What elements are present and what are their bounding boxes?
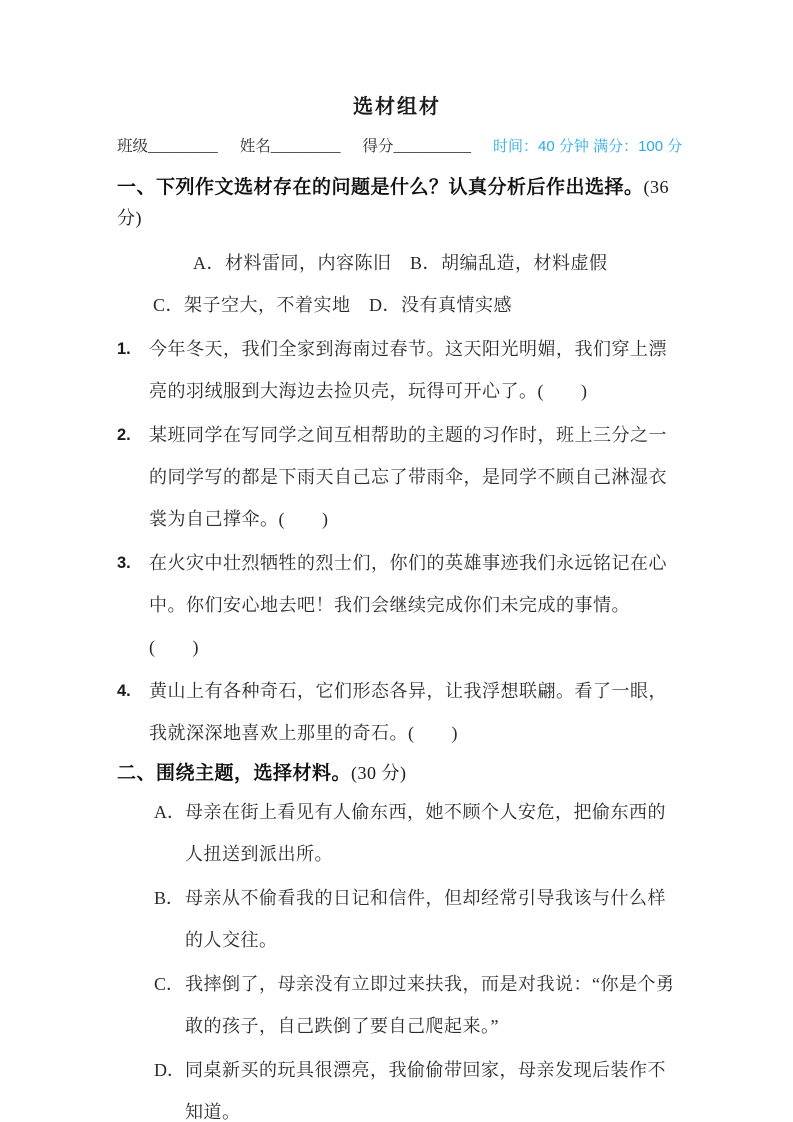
choice-options-row-1: A．材料雷同，内容陈旧 B．胡编乱造，材料虚假 (193, 253, 608, 273)
option-text: 母亲从不偷看我的日记和信件，但却经常引导我该与什么样的人交往。 (185, 888, 666, 950)
name-blank: _________ (270, 138, 341, 155)
material-option-a (154, 791, 677, 875)
option-text: 同桌新买的玩具很漂亮，我偷偷带回家，母亲发现后装作不知道。 (185, 1060, 666, 1122)
option-letter: B． (154, 888, 185, 908)
time-limit-info: 时间：40 分钟 满分：100 分 (493, 138, 683, 155)
name-label: 姓名 (239, 138, 271, 155)
section-two-heading (117, 758, 677, 789)
question-number: 1. (117, 340, 131, 358)
material-option-d (154, 1049, 677, 1122)
choice-options-row-2: C．架子空大，不着实地 D．没有真情实感 (153, 295, 513, 315)
class-label: 班级 (117, 138, 149, 155)
section-one-heading (117, 172, 677, 234)
question-item-2 (117, 414, 677, 540)
question-number: 4. (117, 682, 131, 700)
class-blank: _________ (148, 138, 218, 155)
section-one-heading-text: 一、下列作文选材存在的问题是什么？认真分析后作出选择。 (117, 177, 644, 198)
question-text: 某班同学在写同学之间互相帮助的主题的习作时，班上三分之一的同学写的都是下雨天自己忘了带雨伞，是同学不顾自己淋湿衣裳为自己撑伞。( ) (149, 425, 667, 529)
material-option-b (154, 877, 677, 961)
class-field (117, 136, 218, 158)
score-label: 得分 (362, 138, 394, 155)
score-field (363, 136, 472, 158)
question-number: 2. (117, 426, 131, 444)
student-info-row (117, 136, 683, 158)
score-blank: __________ (393, 138, 472, 155)
section-two-points: (30 分) (351, 763, 407, 783)
section-one-points: (36 分) (117, 177, 670, 228)
option-letter: D． (154, 1060, 185, 1080)
option-text: 母亲在街上看见有人偷东西，她不顾个人安危，把偷东西的人扭送到派出所。 (185, 802, 666, 864)
question-text: 今年冬天，我们全家到海南过春节。这天阳光明媚，我们穿上漂亮的羽绒服到大海边去捡贝壳，玩得可开心了。( ) (149, 339, 667, 401)
page-title: 选材组材 (353, 96, 441, 118)
question-text: 黄山上有各种奇石，它们形态各异，让我浮想联翩。看了一眼，我就深深地喜欢上那里的奇石。( ) (149, 681, 667, 743)
section-two-heading-text: 二、围绕主题，选择材料。 (117, 763, 352, 784)
question-number: 3. (117, 554, 131, 572)
option-letter: A． (154, 802, 185, 822)
question-item-1 (117, 328, 677, 412)
question-item-4 (117, 670, 677, 754)
question-item-3 (117, 542, 677, 668)
worksheet-content (117, 0, 683, 1122)
material-option-c (154, 963, 677, 1047)
option-text: 我摔倒了，母亲没有立即过来扶我，而是对我说：“你是个勇敢的孩子，自己跌倒了要自己爬起来。” (185, 974, 675, 1036)
option-letter: C． (154, 974, 185, 994)
question-text: 在火灾中壮烈牺牲的烈士们，你们的英雄事迹我们永远铭记在心中。你们安心地去吧！我们会继续完成你们未完成的事情。( ) (149, 553, 667, 657)
name-field (240, 136, 341, 158)
